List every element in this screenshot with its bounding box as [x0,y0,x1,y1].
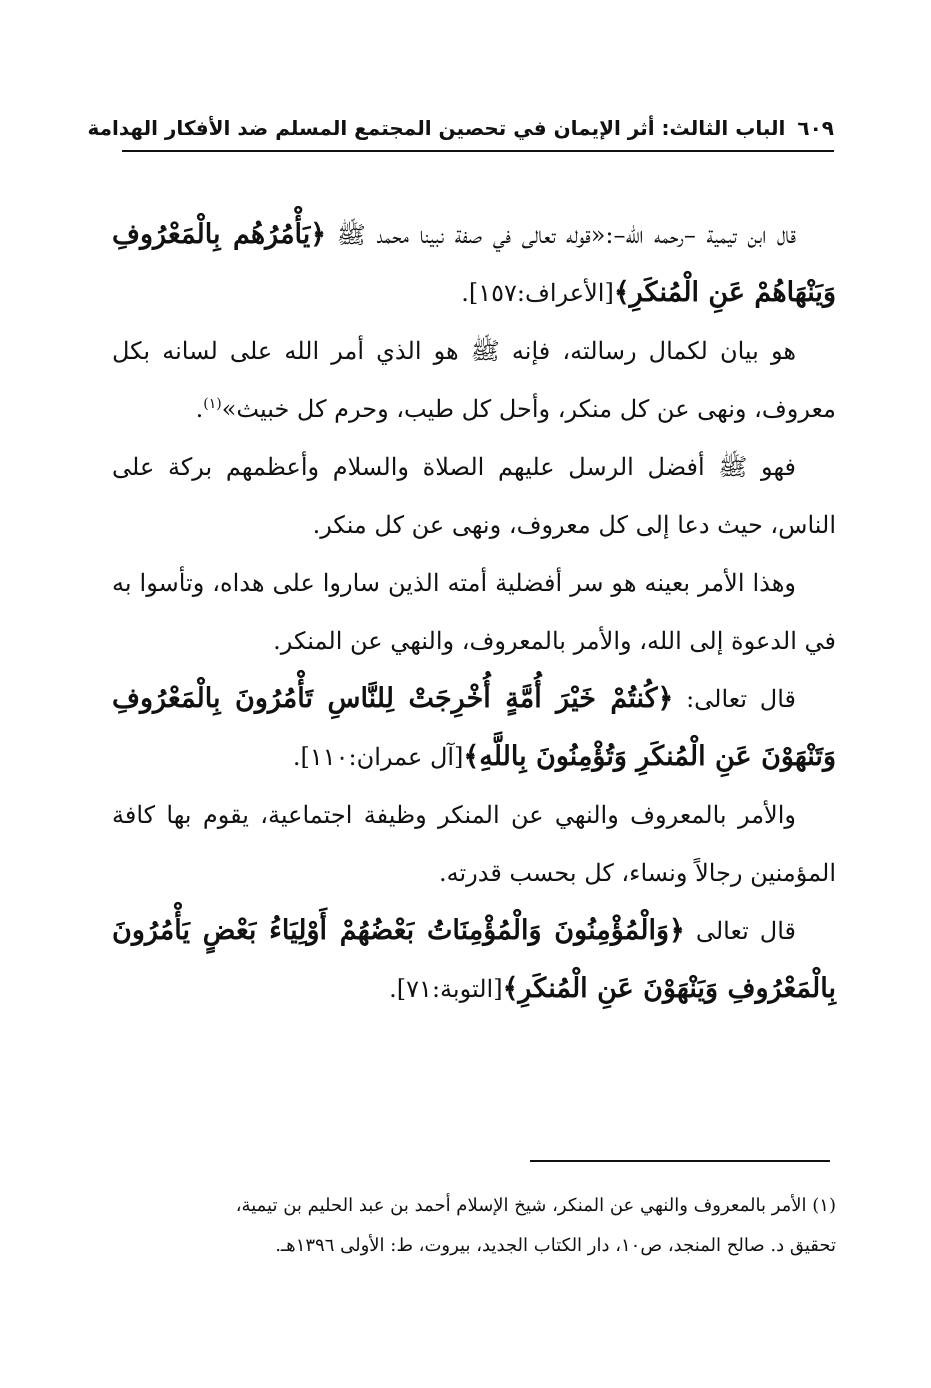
quran-verse-aaraf: ﴿يَأْمُرُهُم بِالْمَعْرُوفِ وَيَنْهَاهُمْ عَنِ الْمُنكَرِ﴾ [112,219,836,308]
header-divider [122,150,834,152]
paragraph-believers-verse: قال تعالى ﴿وَالْمُؤْمِنُونَ وَالْمُؤْمِنَاتُ بَعْضُهُمْ أَوْلِيَاءُ بَعْضٍ يَأْمُرُونَ بِالْمَعْرُوفِ وَيَنْهَوْنَ عَنِ الْمُنكَرِ﴾[التوبة:٧١]. [112,915,836,1004]
running-header [87,108,834,148]
verse-reference: [آل عمران:١١٠]. [292,743,464,771]
quran-verse-al-imran: ﴿كُنتُمْ خَيْرَ أُمَّةٍ أُخْرِجَتْ لِلنَّاسِ تَأْمُرُونَ بِالْمَعْرُوفِ وَتَنْهَوْنَ عَنِ الْمُنكَرِ وَتُؤْمِنُونَ بِاللَّهِ﴾ [112,683,836,772]
page-number: ٦٠٩ [797,116,834,140]
paragraph-best-nation-verse: قال تعالى: ﴿كُنتُمْ خَيْرَ أُمَّةٍ أُخْرِجَتْ لِلنَّاسِ تَأْمُرُونَ بِالْمَعْرُوفِ وَتَنْهَوْنَ عَنِ الْمُنكَرِ وَتُؤْمِنُونَ بِاللَّهِ﴾[آل عمران:١١٠]. [112,683,836,772]
paragraph-explanation: هو بيان لكمال رسالته، فإنه ﷺ هو الذي أمر الله على لسانه بكل معروف، ونهى عن كل منكر، وأحل كل طيب، وحرم كل خبيث»$^{(١)}$. [112,337,836,423]
quran-verse-tawba: ﴿وَالْمُؤْمِنُونَ وَالْمُؤْمِنَاتُ بَعْضُهُمْ أَوْلِيَاءُ بَعْضٍ يَأْمُرُونَ بِالْمَعْرُوفِ وَيَنْهَوْنَ عَنِ الْمُنكَرِ﴾ [112,915,836,1004]
chapter-title: الباب الثالث: أثر الإيمان في تحصين المجتمع المسلم ضد الأفكار الهدامة [87,116,786,140]
footnote-marker: (١) [203,396,222,412]
footnote-divider [530,1160,830,1162]
paragraph-social-duty: والأمر بالمعروف والنهي عن المنكر وظيفة اجتماعية، يقوم بها كافة المؤمنين رجالاً ونساء، كل بحسب قدرته. [112,801,836,887]
paragraph-ibn-taymiyya-quote: قال ابن تيمية –رحمه الله–:«قوله تعالى في صفة نبينا محمد ﷺ ﴿يَأْمُرُهُم بِالْمَعْرُوفِ وَيَنْهَاهُمْ عَنِ الْمُنكَرِ﴾[الأعراف:١٥٧]. [112,219,836,308]
paragraph-ummah-virtue: وهذا الأمر بعينه هو سر أفضلية أمته الذين ساروا على هداه، وتأسوا به في الدعوة إلى الله، والأمر بالمعروف، والنهي عن المنكر. [112,569,836,655]
footnote [112,1186,836,1266]
verse-reference: [الأعراف:١٥٧]. [461,279,614,307]
verse-reference: [التوبة:٧١]. [389,975,503,1003]
paragraph-prophet-virtue: فهو ﷺ أفضل الرسل عليهم الصلاة والسلام وأعظمهم بركة على الناس، حيث دعا إلى كل معروف، ونهى عن كل منكر. [112,453,836,539]
footnote-line: تحقيق د. صالح المنجد، ص١٠، دار الكتاب الجديد، بيروت، ط: الأولى ١٣٩٦هـ. [275,1235,836,1256]
main-text [112,206,836,1018]
footnote-line: (١) الأمر بالمعروف والنهي عن المنكر، شيخ الإسلام أحمد بن عبد الحليم بن تيمية، [235,1195,836,1216]
